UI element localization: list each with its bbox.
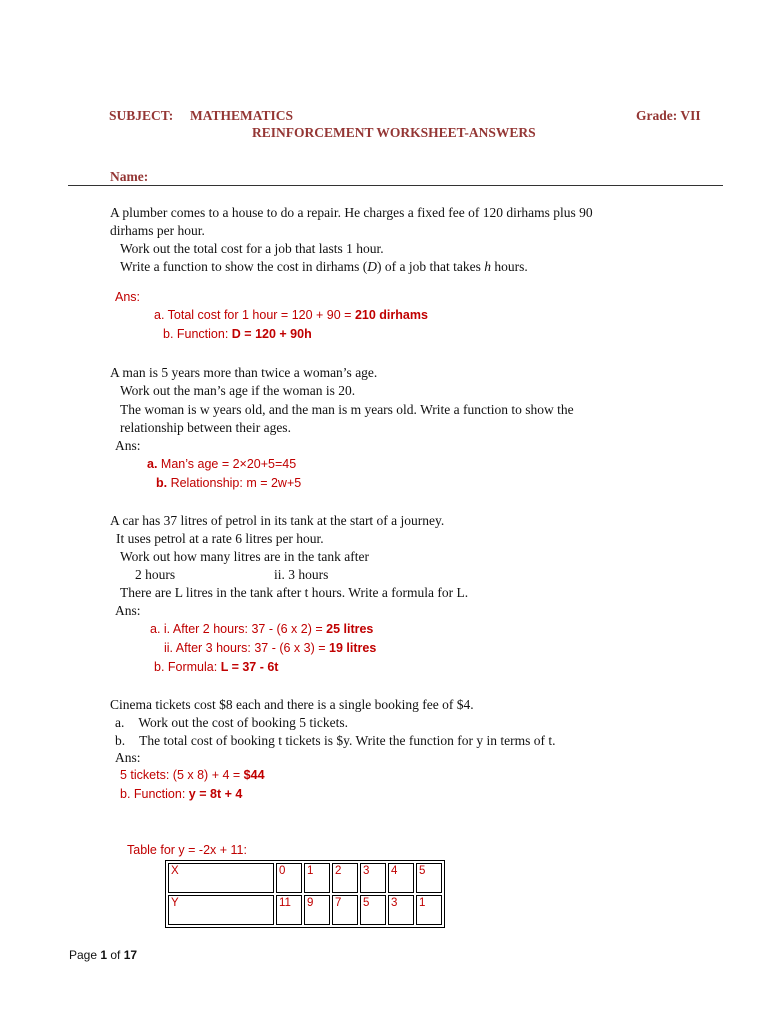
q4-part-a [115, 715, 348, 731]
table-cell-y-1: 9 [304, 895, 330, 925]
q3-part-a-ii: ii. 3 hours [274, 567, 329, 582]
q1-text-line-1: A plumber comes to a house to do a repair. He charges a fixed fee of 120 dirhams plus 90 [110, 205, 593, 220]
q1-part-b-mid: ) of a job that takes [377, 259, 485, 274]
q2-text-line-1: A man is 5 years more than twice a woman’s age. [110, 365, 378, 380]
q3-ans-b-text: b. Formula: [154, 660, 221, 674]
page-total: 17 [123, 948, 138, 962]
table-cell-x-label: X [168, 863, 274, 893]
q3-ans-a-i-text: a. i. After 2 hours: 37 - (6 x 2) = [150, 622, 327, 636]
q3-part-a-i: 2 hours [135, 567, 176, 582]
q1-ans-a-value: 210 dirhams [354, 308, 428, 322]
subject-value: MATHEMATICS [190, 108, 294, 123]
table-cell-x-5: 5 [416, 863, 442, 893]
q3-ans-b-value: L = 37 - 6t [220, 660, 279, 674]
q2-ans-label: Ans: [115, 438, 141, 453]
q2-part-b-line-2: relationship between their ages. [120, 420, 291, 435]
q1-ans-a-text: a. Total cost for 1 hour = 120 + 90 = [154, 308, 355, 322]
q4-text-line-1: Cinema tickets cost $8 each and there is a single booking fee of $4. [110, 697, 474, 712]
q4-ans-label: Ans: [115, 750, 141, 765]
q4-part-a-text: Work out the cost of booking 5 tickets. [138, 715, 349, 730]
table-cell-y-label: Y [168, 895, 274, 925]
table-cell-x-2: 2 [332, 863, 358, 893]
name-label: Name: [110, 169, 149, 184]
q1-part-b-post: hours. [491, 259, 528, 274]
page-word: Page [69, 948, 101, 962]
q1-part-b-var-d: D [367, 259, 378, 274]
q1-ans-label: Ans: [115, 290, 141, 304]
q1-text-line-2: dirhams per hour. [110, 223, 205, 238]
values-table [165, 860, 445, 928]
table-row-x [168, 863, 442, 893]
q4-part-a-letter: a. [115, 715, 125, 730]
q1-part-a: Work out the total cost for a job that lasts 1 hour. [120, 241, 384, 256]
q4-ans-b-value: y = 8t + 4 [188, 787, 243, 801]
q2-ans-a-letter: a. [147, 457, 158, 471]
table-cell-y-2: 7 [332, 895, 358, 925]
table-cell-x-0: 0 [276, 863, 302, 893]
header-divider [68, 185, 723, 186]
q2-part-a: Work out the man’s age if the woman is 20. [120, 383, 356, 398]
table-cell-y-4: 3 [388, 895, 414, 925]
table-cell-y-0: 11 [276, 895, 302, 925]
q2-part-b-line-1: The woman is w years old, and the man is m years old. Write a function to show the [120, 402, 574, 417]
page-number [69, 948, 137, 962]
q4-ans-a [120, 768, 265, 782]
page-current: 1 [100, 948, 108, 962]
q3-ans-a-ii [164, 641, 376, 655]
worksheet-title: REINFORCEMENT WORKSHEET-ANSWERS [252, 125, 536, 140]
table-cell-x-3: 3 [360, 863, 386, 893]
q4-part-b-text: The total cost of booking t tickets is $y. Write the function for y in terms of t. [139, 733, 556, 748]
q4-ans-a-value: $44 [243, 768, 265, 782]
q1-ans-b-value: D = 120 + 90h [231, 327, 312, 341]
subject-line [109, 108, 293, 124]
q4-ans-a-text: 5 tickets: (5 x 8) + 4 = [120, 768, 244, 782]
table-cell-y-3: 5 [360, 895, 386, 925]
q1-ans-a [154, 308, 428, 322]
q3-ans-a-ii-text: ii. After 3 hours: 37 - (6 x 3) = [164, 641, 330, 655]
q1-ans-b-text: b. Function: [163, 327, 232, 341]
q1-part-b [120, 259, 528, 275]
q4-ans-b-text: b. Function: [120, 787, 189, 801]
q2-ans-a-text: Man’s age = 2×20+5=45 [157, 457, 297, 471]
q2-ans-a [147, 457, 296, 471]
q2-ans-b-letter: b. [156, 476, 168, 490]
q1-part-b-pre: Write a function to show the cost in dirhams ( [120, 259, 368, 274]
q3-ans-label: Ans: [115, 603, 141, 618]
q3-part-a: Work out how many litres are in the tank after [120, 549, 369, 564]
q4-ans-b [120, 787, 242, 801]
q1-part-b-var-h: h [484, 259, 491, 274]
table-row-y [168, 895, 442, 925]
table-caption: Table for y = -2x + 11: [127, 843, 247, 857]
table-cell-x-4: 4 [388, 863, 414, 893]
page-of-word: of [107, 948, 124, 962]
table-cell-x-1: 1 [304, 863, 330, 893]
q4-part-b-letter: b. [115, 733, 126, 748]
subject-label: SUBJECT: [109, 108, 174, 123]
q3-ans-a-i-value: 25 litres [326, 622, 374, 636]
q3-text-line-2: It uses petrol at a rate 6 litres per hour. [116, 531, 324, 546]
q4-part-b [115, 733, 556, 749]
q3-text-line-1: A car has 37 litres of petrol in its tank at the start of a journey. [110, 513, 445, 528]
q1-ans-b [163, 327, 312, 341]
q3-ans-a-ii-value: 19 litres [329, 641, 377, 655]
grade-label: Grade: VII [636, 108, 701, 123]
q3-ans-b [154, 660, 278, 674]
table-cell-y-5: 1 [416, 895, 442, 925]
q2-ans-b [156, 476, 301, 490]
q2-ans-b-text: Relationship: m = 2w+5 [167, 476, 302, 490]
q3-ans-a-i [150, 622, 373, 636]
q3-part-b: There are L litres in the tank after t hours. Write a formula for L. [120, 585, 469, 600]
